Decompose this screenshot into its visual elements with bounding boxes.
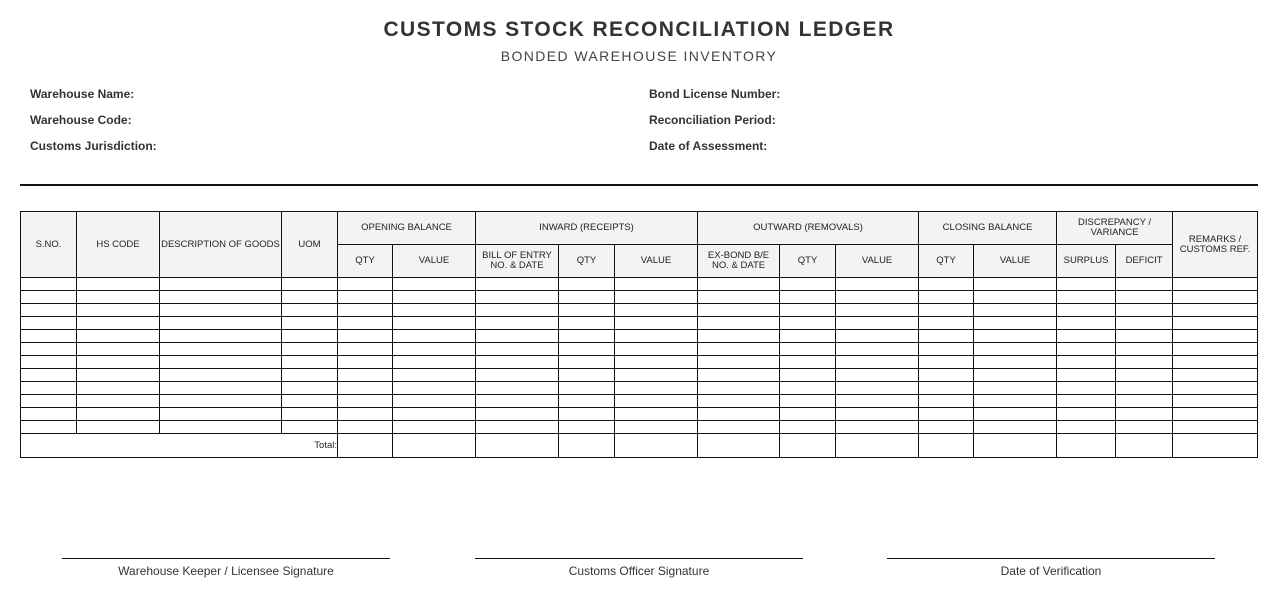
table-cell[interactable]	[1116, 291, 1173, 304]
table-cell[interactable]	[1116, 395, 1173, 408]
col-hs-code-header: HS CODE	[77, 212, 160, 278]
table-cell[interactable]	[919, 278, 974, 291]
table-cell[interactable]	[338, 408, 393, 421]
table-cell[interactable]	[615, 304, 698, 317]
total-cell[interactable]	[698, 434, 780, 458]
keeper-signature-label: Warehouse Keeper / Licensee Signature	[118, 564, 334, 578]
table-cell[interactable]	[780, 408, 836, 421]
table-cell[interactable]	[282, 304, 338, 317]
table-cell[interactable]	[780, 317, 836, 330]
table-cell[interactable]	[160, 382, 282, 395]
table-cell[interactable]	[974, 291, 1057, 304]
table-cell[interactable]	[559, 356, 615, 369]
table-cell[interactable]	[282, 421, 338, 434]
table-cell[interactable]	[338, 343, 393, 356]
table-cell[interactable]	[919, 395, 974, 408]
table-cell[interactable]	[476, 291, 559, 304]
table-cell[interactable]	[1116, 317, 1173, 330]
table-cell[interactable]	[393, 278, 476, 291]
table-cell[interactable]	[393, 330, 476, 343]
table-cell[interactable]	[1057, 369, 1116, 382]
surplus-header: SURPLUS	[1057, 245, 1116, 278]
table-cell[interactable]	[21, 304, 77, 317]
table-cell[interactable]	[919, 330, 974, 343]
opening-qty-header: QTY	[338, 245, 393, 278]
table-cell[interactable]	[615, 291, 698, 304]
col-sno-header: S.NO.	[21, 212, 77, 278]
table-cell[interactable]	[1173, 369, 1258, 382]
table-cell[interactable]	[780, 421, 836, 434]
table-cell[interactable]	[615, 278, 698, 291]
table-cell[interactable]	[393, 395, 476, 408]
table-cell[interactable]	[282, 343, 338, 356]
table-cell[interactable]	[780, 330, 836, 343]
table-cell[interactable]	[780, 382, 836, 395]
table-cell[interactable]	[780, 304, 836, 317]
table-cell[interactable]	[393, 356, 476, 369]
table-cell[interactable]	[393, 408, 476, 421]
ledger-table	[20, 211, 1258, 458]
table-cell[interactable]	[919, 291, 974, 304]
table-cell[interactable]	[476, 382, 559, 395]
total-cell[interactable]	[919, 434, 974, 458]
table-cell[interactable]	[338, 421, 393, 434]
table-cell[interactable]	[836, 382, 919, 395]
table-cell[interactable]	[1057, 421, 1116, 434]
table-cell[interactable]	[698, 291, 780, 304]
table-cell[interactable]	[615, 356, 698, 369]
table-row	[21, 304, 1258, 317]
warehouse-name-label: Warehouse Name:	[30, 87, 135, 101]
table-cell[interactable]	[1116, 369, 1173, 382]
table-cell[interactable]	[21, 278, 77, 291]
table-cell[interactable]	[698, 278, 780, 291]
table-cell[interactable]	[974, 304, 1057, 317]
table-cell[interactable]	[836, 395, 919, 408]
table-cell[interactable]	[160, 317, 282, 330]
table-row	[21, 343, 1258, 356]
table-cell[interactable]	[974, 278, 1057, 291]
table-cell[interactable]	[282, 330, 338, 343]
table-cell[interactable]	[974, 408, 1057, 421]
table-cell[interactable]	[282, 278, 338, 291]
table-cell[interactable]	[615, 343, 698, 356]
table-cell[interactable]	[77, 369, 160, 382]
table-cell[interactable]	[1057, 330, 1116, 343]
outward-value-header: VALUE	[836, 245, 919, 278]
table-row	[21, 278, 1258, 291]
table-cell[interactable]	[698, 369, 780, 382]
table-cell[interactable]	[1057, 343, 1116, 356]
table-cell[interactable]	[282, 382, 338, 395]
table-cell[interactable]	[160, 291, 282, 304]
table-cell[interactable]	[780, 356, 836, 369]
table-cell[interactable]	[615, 421, 698, 434]
table-cell[interactable]	[21, 421, 77, 434]
group-discrepancy-header: DISCREPANCY / VARIANCE	[1057, 212, 1173, 245]
table-cell[interactable]	[1173, 278, 1258, 291]
verification-date-label: Date of Verification	[1000, 564, 1102, 578]
table-cell[interactable]	[559, 395, 615, 408]
closing-value-header: VALUE	[974, 245, 1057, 278]
table-cell[interactable]	[780, 278, 836, 291]
table-cell[interactable]	[919, 382, 974, 395]
table-cell[interactable]	[1057, 304, 1116, 317]
table-cell[interactable]	[559, 382, 615, 395]
table-cell[interactable]	[836, 317, 919, 330]
table-cell[interactable]	[698, 330, 780, 343]
total-cell[interactable]	[338, 434, 393, 458]
table-cell[interactable]	[836, 278, 919, 291]
table-cell[interactable]	[1057, 408, 1116, 421]
table-cell[interactable]	[615, 395, 698, 408]
table-cell[interactable]	[160, 369, 282, 382]
table-cell[interactable]	[282, 395, 338, 408]
total-cell[interactable]	[836, 434, 919, 458]
table-cell[interactable]	[393, 369, 476, 382]
total-cell[interactable]	[1116, 434, 1173, 458]
table-cell[interactable]	[21, 382, 77, 395]
table-cell[interactable]	[615, 408, 698, 421]
inward-value-header: VALUE	[615, 245, 698, 278]
table-cell[interactable]	[21, 408, 77, 421]
table-row	[21, 317, 1258, 330]
total-cell[interactable]	[1173, 434, 1258, 458]
table-cell[interactable]	[559, 317, 615, 330]
group-closing-balance-header: CLOSING BALANCE	[919, 212, 1057, 245]
table-cell[interactable]	[77, 304, 160, 317]
table-cell[interactable]	[1116, 304, 1173, 317]
table-cell[interactable]	[1116, 382, 1173, 395]
group-opening-balance-header: OPENING BALANCE	[338, 212, 476, 245]
table-row	[21, 356, 1258, 369]
table-cell[interactable]	[476, 304, 559, 317]
table-cell[interactable]	[338, 395, 393, 408]
table-cell[interactable]	[698, 304, 780, 317]
warehouse-code-label: Warehouse Code:	[30, 113, 132, 127]
table-cell[interactable]	[559, 369, 615, 382]
table-cell[interactable]	[77, 356, 160, 369]
table-cell[interactable]	[919, 317, 974, 330]
total-label: Total:	[21, 434, 338, 458]
officer-signature-label: Customs Officer Signature	[568, 564, 710, 578]
table-row	[21, 330, 1258, 343]
table-cell[interactable]	[1173, 408, 1258, 421]
table-cell[interactable]	[282, 356, 338, 369]
table-cell[interactable]	[974, 395, 1057, 408]
table-cell[interactable]	[476, 421, 559, 434]
table-cell[interactable]	[1116, 421, 1173, 434]
table-cell[interactable]	[1173, 421, 1258, 434]
table-cell[interactable]	[160, 343, 282, 356]
table-cell[interactable]	[160, 304, 282, 317]
table-cell[interactable]	[1057, 395, 1116, 408]
table-cell[interactable]	[160, 356, 282, 369]
table-cell[interactable]	[338, 382, 393, 395]
table-cell[interactable]	[698, 382, 780, 395]
table-cell[interactable]	[780, 343, 836, 356]
table-cell[interactable]	[1116, 356, 1173, 369]
table-cell[interactable]	[338, 278, 393, 291]
table-cell[interactable]	[393, 317, 476, 330]
table-cell[interactable]	[160, 408, 282, 421]
verification-date-line	[887, 558, 1215, 559]
table-cell[interactable]	[974, 317, 1057, 330]
table-cell[interactable]	[476, 317, 559, 330]
table-cell[interactable]	[780, 395, 836, 408]
table-cell[interactable]	[615, 369, 698, 382]
total-cell[interactable]	[974, 434, 1057, 458]
col-remarks-header: REMARKS / CUSTOMS REF.	[1173, 212, 1258, 278]
table-cell[interactable]	[77, 421, 160, 434]
table-row	[21, 291, 1258, 304]
table-cell[interactable]	[77, 330, 160, 343]
table-cell[interactable]	[476, 330, 559, 343]
header-divider	[20, 184, 1258, 186]
table-cell[interactable]	[77, 291, 160, 304]
table-cell[interactable]	[974, 421, 1057, 434]
table-cell[interactable]	[21, 317, 77, 330]
inward-bill-of-entry-header: BILL OF ENTRY NO. & DATE	[476, 245, 559, 278]
table-cell[interactable]	[21, 369, 77, 382]
table-cell[interactable]	[393, 343, 476, 356]
keeper-signature-line	[62, 558, 390, 559]
table-cell[interactable]	[559, 343, 615, 356]
table-cell[interactable]	[974, 382, 1057, 395]
total-cell[interactable]	[559, 434, 615, 458]
table-cell[interactable]	[1173, 330, 1258, 343]
table-cell[interactable]	[338, 330, 393, 343]
opening-value-header: VALUE	[393, 245, 476, 278]
total-cell[interactable]	[615, 434, 698, 458]
table-cell[interactable]	[1173, 382, 1258, 395]
closing-qty-header: QTY	[919, 245, 974, 278]
group-outward-header: OUTWARD (REMOVALS)	[698, 212, 919, 245]
table-cell[interactable]	[77, 278, 160, 291]
table-cell[interactable]	[836, 408, 919, 421]
table-cell[interactable]	[476, 369, 559, 382]
col-description-header: DESCRIPTION OF GOODS	[160, 212, 282, 278]
table-cell[interactable]	[919, 343, 974, 356]
table-cell[interactable]	[338, 317, 393, 330]
outward-ex-bond-header: EX-BOND B/E NO. & DATE	[698, 245, 780, 278]
document-subtitle: BONDED WAREHOUSE INVENTORY	[500, 48, 778, 64]
table-cell[interactable]	[1057, 382, 1116, 395]
total-cell[interactable]	[1057, 434, 1116, 458]
table-cell[interactable]	[160, 330, 282, 343]
table-cell[interactable]	[1173, 291, 1258, 304]
table-cell[interactable]	[393, 304, 476, 317]
table-cell[interactable]	[698, 317, 780, 330]
table-cell[interactable]	[282, 317, 338, 330]
table-cell[interactable]	[77, 343, 160, 356]
table-cell[interactable]	[698, 421, 780, 434]
reconciliation-period-label: Reconciliation Period:	[649, 113, 776, 127]
outward-qty-header: QTY	[780, 245, 836, 278]
table-cell[interactable]	[974, 330, 1057, 343]
table-cell[interactable]	[1173, 317, 1258, 330]
table-cell[interactable]	[77, 408, 160, 421]
document-title: CUSTOMS STOCK RECONCILIATION LEDGER	[383, 18, 895, 41]
table-cell[interactable]	[338, 356, 393, 369]
table-cell[interactable]	[780, 291, 836, 304]
table-cell[interactable]	[77, 382, 160, 395]
table-cell[interactable]	[21, 343, 77, 356]
table-cell[interactable]	[160, 278, 282, 291]
table-cell[interactable]	[160, 395, 282, 408]
table-cell[interactable]	[1173, 304, 1258, 317]
table-cell[interactable]	[1057, 278, 1116, 291]
table-cell[interactable]	[836, 304, 919, 317]
table-cell[interactable]	[77, 395, 160, 408]
table-row	[21, 421, 1258, 434]
table-cell[interactable]	[698, 343, 780, 356]
table-cell[interactable]	[282, 408, 338, 421]
bond-license-number-label: Bond License Number:	[649, 87, 781, 101]
total-cell[interactable]	[780, 434, 836, 458]
officer-signature-line	[475, 558, 803, 559]
table-cell[interactable]	[393, 421, 476, 434]
table-cell[interactable]	[1057, 291, 1116, 304]
table-cell[interactable]	[974, 356, 1057, 369]
deficit-header: DEFICIT	[1116, 245, 1173, 278]
table-cell[interactable]	[559, 291, 615, 304]
table-cell[interactable]	[1173, 395, 1258, 408]
table-cell[interactable]	[974, 369, 1057, 382]
table-cell[interactable]	[698, 408, 780, 421]
table-cell[interactable]	[1116, 343, 1173, 356]
table-cell[interactable]	[1116, 408, 1173, 421]
table-cell[interactable]	[338, 291, 393, 304]
table-cell[interactable]	[698, 395, 780, 408]
table-cell[interactable]	[77, 317, 160, 330]
table-cell[interactable]	[919, 369, 974, 382]
table-cell[interactable]	[21, 291, 77, 304]
table-cell[interactable]	[476, 343, 559, 356]
table-cell[interactable]	[393, 382, 476, 395]
table-cell[interactable]	[1173, 343, 1258, 356]
table-cell[interactable]	[615, 317, 698, 330]
table-cell[interactable]	[559, 330, 615, 343]
col-uom-header: UOM	[282, 212, 338, 278]
table-cell[interactable]	[836, 343, 919, 356]
table-cell[interactable]	[476, 395, 559, 408]
table-cell[interactable]	[559, 408, 615, 421]
table-cell[interactable]	[974, 343, 1057, 356]
table-cell[interactable]	[836, 421, 919, 434]
table-cell[interactable]	[836, 291, 919, 304]
table-cell[interactable]	[282, 291, 338, 304]
table-cell[interactable]	[21, 330, 77, 343]
table-cell[interactable]	[476, 356, 559, 369]
total-cell[interactable]	[476, 434, 559, 458]
table-cell[interactable]	[919, 356, 974, 369]
table-cell[interactable]	[282, 369, 338, 382]
table-cell[interactable]	[1057, 317, 1116, 330]
table-cell[interactable]	[559, 421, 615, 434]
table-cell[interactable]	[919, 304, 974, 317]
table-cell[interactable]	[160, 421, 282, 434]
table-cell[interactable]	[1116, 278, 1173, 291]
table-cell[interactable]	[338, 369, 393, 382]
table-cell[interactable]	[338, 304, 393, 317]
table-cell[interactable]	[1057, 356, 1116, 369]
table-cell[interactable]	[559, 278, 615, 291]
total-row	[21, 434, 1258, 458]
table-cell[interactable]	[836, 330, 919, 343]
table-cell[interactable]	[919, 421, 974, 434]
inward-qty-header: QTY	[559, 245, 615, 278]
table-row	[21, 382, 1258, 395]
customs-jurisdiction-label: Customs Jurisdiction:	[30, 139, 157, 153]
table-cell[interactable]	[1116, 330, 1173, 343]
table-cell[interactable]	[698, 356, 780, 369]
date-of-assessment-label: Date of Assessment:	[649, 139, 768, 153]
table-cell[interactable]	[21, 395, 77, 408]
table-cell[interactable]	[476, 278, 559, 291]
table-cell[interactable]	[1173, 356, 1258, 369]
table-cell[interactable]	[615, 330, 698, 343]
table-cell[interactable]	[559, 304, 615, 317]
table-cell[interactable]	[476, 408, 559, 421]
table-row	[21, 408, 1258, 421]
table-cell[interactable]	[780, 369, 836, 382]
total-cell[interactable]	[393, 434, 476, 458]
table-cell[interactable]	[393, 291, 476, 304]
table-row	[21, 395, 1258, 408]
table-cell[interactable]	[836, 356, 919, 369]
table-cell[interactable]	[919, 408, 974, 421]
group-inward-header: INWARD (RECEIPTS)	[476, 212, 698, 245]
table-row	[21, 369, 1258, 382]
table-cell[interactable]	[21, 356, 77, 369]
table-cell[interactable]	[615, 382, 698, 395]
table-cell[interactable]	[836, 369, 919, 382]
